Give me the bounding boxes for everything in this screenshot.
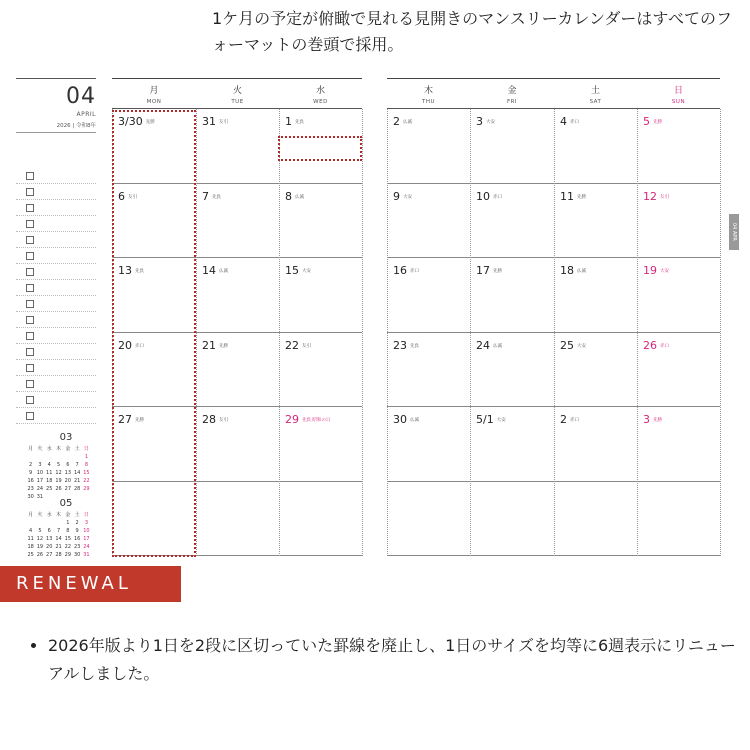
weekday-en: THU <box>421 99 436 105</box>
mini-day: 22 <box>83 478 90 484</box>
checkbox[interactable] <box>26 284 34 292</box>
mini-day: 6 <box>66 462 70 468</box>
rokuyo-label: 先勝 <box>653 418 662 423</box>
weekday-jp: 火 <box>232 86 242 96</box>
mini-day <box>54 454 63 460</box>
day-number: 13 先負 <box>118 264 144 277</box>
mini-day: 23 <box>73 544 81 550</box>
mini-weekday: 木 <box>56 512 62 518</box>
rokuyo-label: 赤口 <box>493 194 502 200</box>
day-cell[interactable] <box>637 333 720 408</box>
column-divider <box>362 109 363 556</box>
checkbox[interactable] <box>26 316 34 324</box>
mini-day: 5 <box>38 528 42 534</box>
checklist-row <box>16 280 96 296</box>
rokuyo-label: 友引 <box>660 194 669 200</box>
column-divider <box>470 109 471 556</box>
rokuyo-label: 大安 <box>486 120 495 125</box>
mini-day: 30 <box>73 552 81 558</box>
day-cell[interactable] <box>196 482 279 557</box>
checklist-row <box>16 184 96 200</box>
mini-weekday: 木 <box>56 446 62 452</box>
rokuyo-label: 仏滅 <box>577 269 586 274</box>
month-grid-right <box>387 108 720 556</box>
checkbox[interactable] <box>26 188 34 196</box>
mini-day: 17 <box>36 478 44 484</box>
mini-day: 10 <box>36 470 44 476</box>
column-divider <box>196 109 197 556</box>
day-number: 14 仏滅 <box>202 264 228 277</box>
day-cell[interactable] <box>637 482 720 557</box>
checklist-row <box>16 392 96 408</box>
month-index-tab[interactable]: 04 APR <box>729 214 739 250</box>
day-cell[interactable] <box>196 109 279 184</box>
rokuyo-label: 大安 <box>577 343 586 349</box>
mini-day: 13 <box>64 470 72 476</box>
mini-day: 6 <box>47 528 51 534</box>
weekday-en: WED <box>313 99 328 105</box>
checkbox[interactable] <box>26 396 34 404</box>
mini-day: 28 <box>55 552 62 558</box>
mini-day: 7 <box>56 528 61 534</box>
mini-day: 29 <box>64 552 72 558</box>
mini-day <box>63 454 72 460</box>
mini-day <box>35 520 44 526</box>
day-number: 3/30 先勝 <box>118 115 155 128</box>
mini-day: 26 <box>36 552 44 558</box>
day-number: 1 先負 <box>285 115 304 128</box>
day-number: 10 赤口 <box>476 189 502 203</box>
mini-day: 31 <box>83 552 90 558</box>
checkbox[interactable] <box>26 332 34 340</box>
checklist-row <box>16 328 96 344</box>
weekday-header-mon <box>112 83 196 105</box>
day-cell[interactable] <box>637 258 720 333</box>
checkbox[interactable] <box>26 364 34 372</box>
day-number: 18 仏滅 <box>560 264 586 277</box>
day-cell[interactable] <box>387 482 470 557</box>
weekday-jp: 木 <box>423 86 433 96</box>
calendar-left-page <box>112 78 362 426</box>
column-divider <box>279 109 280 556</box>
feature-note-item: • 2026年版より1日を2段に区切っていた罫線を廃止し、1日のサイズを均等に6週表示にリニューアルしました。 <box>48 632 738 688</box>
checklist-row <box>16 408 96 424</box>
weekday-jp: 金 <box>507 86 517 96</box>
weekday-en: TUE <box>231 99 244 105</box>
mini-day: 17 <box>83 536 90 542</box>
weekday-header-right <box>387 78 720 109</box>
day-number: 17 先勝 <box>476 264 502 277</box>
weekday-header-left <box>112 78 362 109</box>
rokuyo-label: 先負 <box>212 194 221 200</box>
checklist-row <box>16 264 96 280</box>
mini-day <box>26 520 35 526</box>
weekday-en: MON <box>146 99 162 105</box>
checklist-row <box>16 248 96 264</box>
mini-day <box>72 454 81 460</box>
rokuyo-label: 大安 <box>403 194 412 200</box>
rokuyo-label: 仏滅 <box>493 343 502 349</box>
weekday-header-tue <box>196 83 279 105</box>
monday-column-highlight <box>112 110 196 557</box>
rokuyo-label: 赤口 <box>570 120 579 125</box>
day-number: 2 赤口 <box>560 413 579 426</box>
day-number: 4 赤口 <box>560 115 579 128</box>
mini-day: 11 <box>46 470 53 476</box>
weekday-header-thu <box>387 83 470 105</box>
mini-weekday: 火 <box>37 512 43 518</box>
day-number: 9 大安 <box>393 189 412 203</box>
rokuyo-label: 先負 昭和の日 <box>302 418 331 423</box>
day-cell[interactable] <box>637 109 720 184</box>
rokuyo-label: 赤口 <box>135 343 144 349</box>
mini-day: 18 <box>46 478 53 484</box>
mini-weekday: 日 <box>83 512 89 518</box>
mini-day: 13 <box>46 536 53 542</box>
day-number: 8 仏滅 <box>285 189 304 203</box>
mini-day: 23 <box>27 486 34 492</box>
rokuyo-label: 友引 <box>302 343 311 349</box>
mini-weekday: 土 <box>74 512 80 518</box>
day-number: 6 友引 <box>118 189 137 203</box>
day-cell[interactable] <box>470 407 554 482</box>
day-number: 24 仏滅 <box>476 338 502 352</box>
day-number: 3 先勝 <box>643 413 662 426</box>
checkbox[interactable] <box>26 412 34 420</box>
day-number: 5/1 大安 <box>476 413 506 426</box>
checklist-row <box>16 232 96 248</box>
checklist-row <box>16 200 96 216</box>
day-number: 26 赤口 <box>643 338 669 352</box>
checkbox[interactable] <box>26 172 34 180</box>
mini-day: 4 <box>47 462 51 468</box>
mini-day: 2 <box>29 462 33 468</box>
day-number: 30 仏滅 <box>393 413 419 426</box>
rokuyo-label: 仏滅 <box>295 194 304 200</box>
mini-weekday: 月 <box>28 446 34 452</box>
day-cell[interactable] <box>554 109 637 184</box>
day-number: 3 大安 <box>476 115 495 128</box>
rokuyo-label: 先勝 <box>145 120 155 125</box>
checklist <box>16 168 96 424</box>
rokuyo-label: 仏滅 <box>219 269 228 274</box>
mini-day: 31 <box>36 494 44 500</box>
mini-day: 21 <box>73 478 81 484</box>
checkbox[interactable] <box>26 300 34 308</box>
weekday-jp: 月 <box>149 86 159 96</box>
feature-note <box>28 632 738 688</box>
day-cell[interactable] <box>196 407 279 482</box>
weekday-header-sat <box>554 83 637 105</box>
day-cell[interactable] <box>637 184 720 259</box>
weekday-jp: 水 <box>315 86 325 96</box>
rokuyo-label: 先勝 <box>577 194 586 200</box>
mini-day: 14 <box>73 470 81 476</box>
mini-day: 27 <box>46 552 53 558</box>
day-cell[interactable] <box>196 184 279 259</box>
mini-day: 12 <box>55 470 62 476</box>
year-label: 2026 | 令和8年 <box>56 123 96 129</box>
day-cell[interactable] <box>387 407 470 482</box>
mini-weekday: 金 <box>65 512 71 518</box>
mini-weekday: 水 <box>46 446 52 452</box>
rokuyo-label: 友引 <box>128 194 137 200</box>
month-name: APRIL <box>76 111 96 118</box>
day-number: 31 友引 <box>202 115 228 128</box>
mini-weekday: 火 <box>37 446 43 452</box>
mini-day: 4 <box>29 528 33 534</box>
mini-day: 9 <box>75 528 79 534</box>
mini-day: 16 <box>73 536 81 542</box>
mini-day <box>54 520 63 526</box>
mini-day: 12 <box>36 536 44 542</box>
day-cell[interactable] <box>279 184 362 259</box>
rokuyo-label: 先負 <box>410 343 419 349</box>
day-cell[interactable] <box>196 258 279 333</box>
mini-weekday: 土 <box>74 446 80 452</box>
day-number: 25 大安 <box>560 338 586 352</box>
mini-day: 25 <box>27 552 34 558</box>
checkbox[interactable] <box>26 204 34 212</box>
day-number: 16 赤口 <box>393 264 419 277</box>
day-cell[interactable] <box>470 333 554 408</box>
mini-day: 15 <box>64 536 72 542</box>
mini-day: 9 <box>29 470 33 476</box>
top-caption: 1ケ月の予定が俯瞰で見れる見開きのマンスリーカレンダーはすべてのフォーマットの巻頭で採用。 <box>212 9 733 54</box>
day-number: 15 大安 <box>285 264 311 277</box>
mini-day: 21 <box>55 544 62 550</box>
mini-day: 24 <box>36 486 44 492</box>
mini-day <box>35 454 44 460</box>
column-divider <box>637 109 638 556</box>
rokuyo-label: 先勝 <box>219 343 228 349</box>
day-cell[interactable] <box>470 258 554 333</box>
mini-day: 19 <box>55 478 62 484</box>
mini-day: 5 <box>56 462 61 468</box>
mini-day: 2 <box>75 520 79 526</box>
day-cell[interactable] <box>387 109 470 184</box>
day-cell[interactable] <box>470 482 554 557</box>
day-cell[interactable] <box>554 482 637 557</box>
day-cell[interactable] <box>554 407 637 482</box>
checkbox[interactable] <box>26 380 34 388</box>
rokuyo-label: 先負 <box>295 120 304 125</box>
checkbox[interactable] <box>26 268 34 276</box>
mini-weekday: 日 <box>83 446 89 452</box>
mini-weekday: 金 <box>65 446 71 452</box>
column-divider <box>720 109 721 556</box>
rokuyo-label: 先勝 <box>135 418 144 423</box>
sidebar-top-rule <box>16 78 96 79</box>
mini-day: 20 <box>46 544 53 550</box>
day-cell[interactable] <box>554 258 637 333</box>
day-cell[interactable] <box>279 258 362 333</box>
day-number: 5 先勝 <box>643 115 662 128</box>
rokuyo-label: 赤口 <box>410 269 419 274</box>
column-divider <box>554 109 555 556</box>
day-number: 23 先負 <box>393 338 419 352</box>
day-number: 21 先勝 <box>202 338 228 352</box>
rokuyo-label: 赤口 <box>660 343 669 349</box>
weekday-header-fri <box>470 83 554 105</box>
rokuyo-label: 大安 <box>302 269 311 274</box>
mini-day: 14 <box>55 536 62 542</box>
day-number: 11 先勝 <box>560 189 586 203</box>
mini-calendar-title: 03 <box>59 432 73 443</box>
day-cell[interactable] <box>279 407 362 482</box>
mini-day <box>45 520 54 526</box>
rokuyo-label: 仏滅 <box>410 418 419 423</box>
month-number: 04 <box>66 84 96 109</box>
mini-day: 11 <box>27 536 34 542</box>
day-number: 22 友引 <box>285 338 311 352</box>
mini-day: 29 <box>83 486 90 492</box>
rokuyo-label: 先勝 <box>653 120 662 125</box>
calendar-right-page <box>387 78 720 426</box>
checklist-row <box>16 168 96 184</box>
checklist-row <box>16 296 96 312</box>
checklist-row <box>16 344 96 360</box>
weekday-jp: 土 <box>590 86 600 96</box>
mini-day: 19 <box>36 544 44 550</box>
mini-day: 1 <box>84 454 89 460</box>
day-cell[interactable] <box>387 258 470 333</box>
weekday-header-sun <box>637 83 720 105</box>
mini-day: 3 <box>38 462 42 468</box>
day-number: 12 友引 <box>643 189 669 203</box>
day-cell[interactable] <box>470 184 554 259</box>
day-cell[interactable] <box>387 333 470 408</box>
day-cell[interactable] <box>470 109 554 184</box>
mini-calendar-grid <box>26 445 106 500</box>
checkbox[interactable] <box>26 348 34 356</box>
day-number: 28 友引 <box>202 413 228 426</box>
mini-day <box>26 454 35 460</box>
weekday-jp: 日 <box>673 86 683 96</box>
rokuyo-label: 先勝 <box>493 269 502 274</box>
rokuyo-label: 大安 <box>496 418 506 423</box>
day-number: 7 先負 <box>202 189 221 203</box>
day-cell[interactable] <box>637 407 720 482</box>
mini-day: 1 <box>66 520 70 526</box>
checkbox[interactable] <box>26 236 34 244</box>
checklist-row <box>16 376 96 392</box>
day-cell[interactable] <box>554 333 637 408</box>
mini-day: 3 <box>84 520 89 526</box>
day-cell[interactable] <box>554 184 637 259</box>
mini-day: 30 <box>27 494 34 500</box>
weekday-header-wed <box>279 83 362 105</box>
mini-day: 26 <box>55 486 62 492</box>
mini-day: 10 <box>83 528 90 534</box>
weekday-en: FRI <box>506 99 518 105</box>
mini-day: 18 <box>27 544 34 550</box>
mini-day: 22 <box>64 544 72 550</box>
rokuyo-label: 友引 <box>219 418 228 423</box>
sidebar-divider <box>16 132 96 133</box>
mini-calendar-05 <box>26 498 106 558</box>
day-cell-highlight <box>278 136 362 161</box>
mini-weekday: 月 <box>28 512 34 518</box>
mini-day: 8 <box>66 528 70 534</box>
day-number: 19 大安 <box>643 264 669 277</box>
day-number: 2 仏滅 <box>393 115 412 128</box>
mini-calendar-03 <box>26 432 106 500</box>
day-number: 29 先負 昭和の日 <box>285 413 331 426</box>
day-cell[interactable] <box>196 333 279 408</box>
mini-weekday: 水 <box>46 512 52 518</box>
mini-day: 20 <box>64 478 72 484</box>
day-cell[interactable] <box>279 482 362 557</box>
rokuyo-label: 赤口 <box>570 418 579 423</box>
day-number: 20 赤口 <box>118 338 144 352</box>
weekday-en: SUN <box>671 99 686 105</box>
mini-day: 15 <box>83 470 90 476</box>
day-number: 27 先勝 <box>118 413 144 426</box>
mini-day: 28 <box>73 486 81 492</box>
day-cell[interactable] <box>279 333 362 408</box>
checkbox[interactable] <box>26 252 34 260</box>
weekday-en: SAT <box>589 99 602 105</box>
rokuyo-label: 友引 <box>219 120 228 125</box>
mini-calendar-title: 05 <box>59 498 73 509</box>
mini-day: 8 <box>84 462 89 468</box>
checkbox[interactable] <box>26 220 34 228</box>
checklist-row <box>16 360 96 376</box>
checklist-row <box>16 312 96 328</box>
checklist-row <box>16 216 96 232</box>
mini-calendar-grid <box>26 511 106 558</box>
mini-day: 27 <box>64 486 72 492</box>
column-divider <box>387 109 388 556</box>
mini-day: 24 <box>83 544 90 550</box>
mini-day <box>45 454 54 460</box>
mini-day: 7 <box>75 462 79 468</box>
mini-day: 25 <box>46 486 53 492</box>
mini-day: 16 <box>27 478 34 484</box>
day-cell[interactable] <box>387 184 470 259</box>
renewal-banner: RENEWAL <box>0 566 181 602</box>
rokuyo-label: 先負 <box>135 269 144 274</box>
rokuyo-label: 仏滅 <box>403 120 412 125</box>
rokuyo-label: 大安 <box>660 269 669 274</box>
